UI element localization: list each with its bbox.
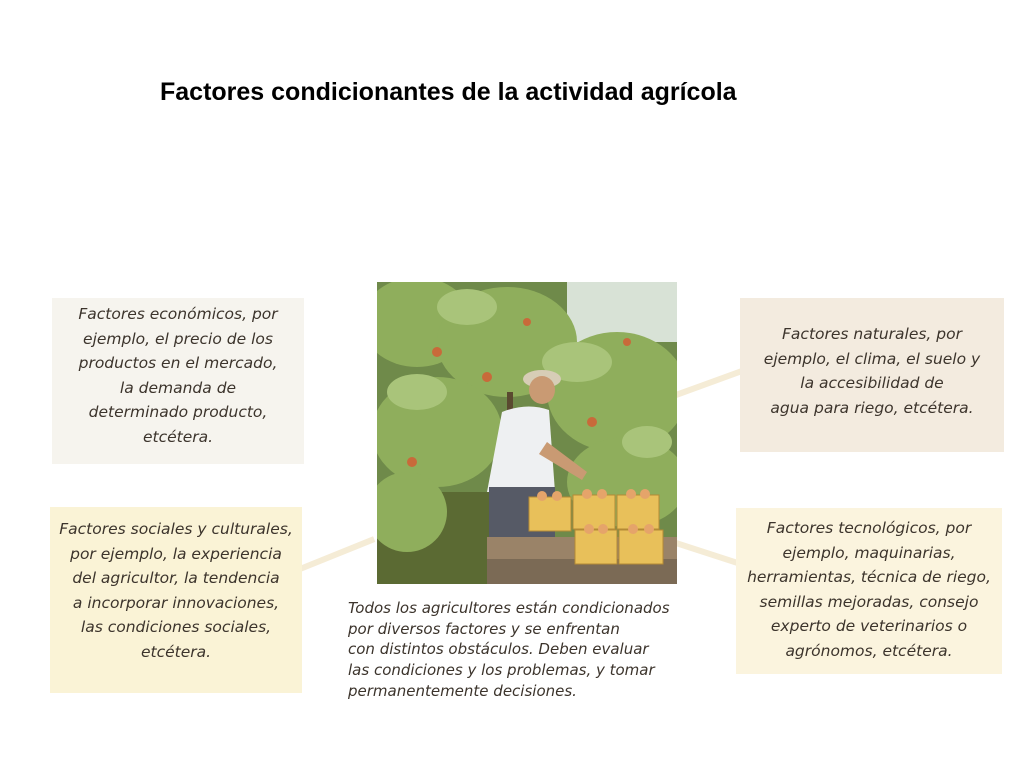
farmer-orchard-photo	[377, 282, 677, 584]
box-line: experto de veterinarios o	[770, 617, 968, 635]
page-title: Factores condicionantes de la actividad agrícola	[160, 78, 737, 106]
box-factores-economicos	[52, 298, 304, 464]
connector-ray	[675, 368, 743, 398]
box-line: productos en el mercado,	[78, 354, 278, 372]
box-line: agua para riego, etcétera.	[770, 398, 974, 417]
box-line: por ejemplo, la experiencia	[70, 544, 282, 563]
box-line: agrónomos, etcétera.	[785, 641, 953, 660]
box-line: del agricultor, la tendencia	[72, 569, 280, 587]
farmer-orchard-illustration	[377, 282, 677, 584]
box-line: ejemplo, el clima, el suelo y	[763, 349, 981, 368]
box-line: etcétera.	[140, 642, 212, 661]
connector-ray	[299, 536, 375, 572]
box-line: las condiciones sociales,	[80, 618, 272, 636]
photo-caption	[348, 598, 696, 702]
caption-line: por diversos factores y se enfrentan	[348, 619, 620, 638]
caption-line: con distintos obstáculos. Deben evaluar	[348, 640, 649, 659]
box-line: Factores económicos, por	[78, 305, 278, 323]
box-line: herramientas, técnica de riego,	[747, 568, 991, 586]
caption-line: Todos los agricultores están condicionados	[348, 599, 670, 617]
box-factores-sociales	[50, 507, 302, 693]
box-line: ejemplo, maquinarias,	[782, 543, 956, 562]
box-factores-tecnologicos	[736, 508, 1002, 674]
box-line: etcétera.	[142, 427, 214, 446]
box-line: Factores naturales, por	[782, 325, 962, 343]
box-line: la demanda de	[119, 378, 237, 397]
connector-ray	[675, 540, 738, 565]
caption-line: permanentemente decisiones.	[348, 681, 577, 700]
box-line: la accesibilidad de	[800, 374, 944, 392]
box-line: determinado producto,	[88, 403, 268, 421]
box-line: ejemplo, el precio de los	[83, 329, 273, 348]
box-line: Factores sociales y culturales,	[59, 520, 293, 538]
box-line: a incorporar innovaciones,	[72, 593, 280, 612]
box-factores-naturales	[740, 298, 1004, 452]
caption-line: las condiciones y los problemas, y tomar	[348, 661, 655, 680]
box-line: Factores tecnológicos, por	[766, 519, 972, 537]
box-line: semillas mejoradas, consejo	[759, 592, 979, 611]
